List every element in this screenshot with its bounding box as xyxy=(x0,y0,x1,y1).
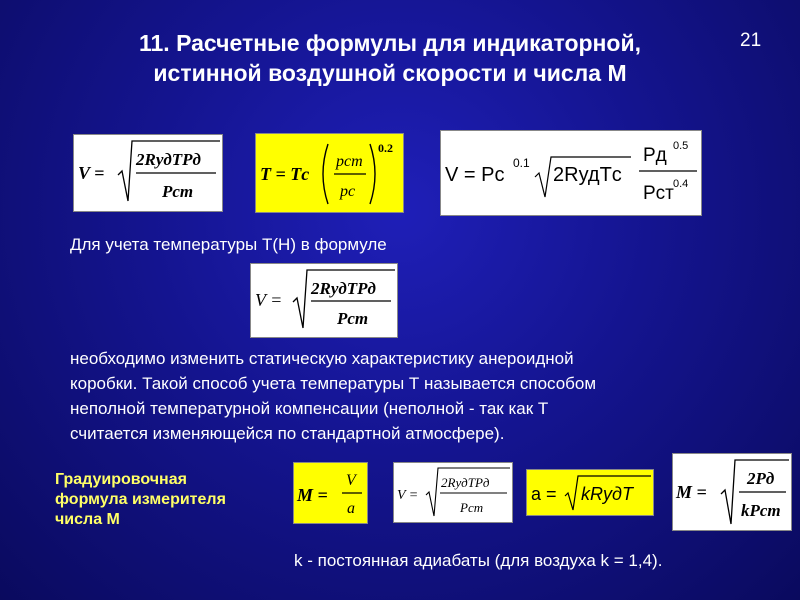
adiabatic-footnote: k - постоянная адиабаты (для воздуха k = 1,4). xyxy=(294,551,663,570)
formula-lhs: a = xyxy=(531,484,557,504)
formula-denominator: Pст xyxy=(337,309,369,328)
formula-indicated-speed xyxy=(73,134,223,212)
slide-title xyxy=(70,28,710,88)
formula-speed-small xyxy=(393,462,513,523)
formula-radicand: 2RудTс xyxy=(553,164,622,186)
formula-lhs: V = xyxy=(78,163,105,183)
formula-lhs: V = xyxy=(255,290,283,310)
formula-numerator: V xyxy=(346,472,356,489)
slide-number: 21 xyxy=(740,30,762,51)
mach-formula-label xyxy=(55,470,226,530)
paragraph-line-3: неполной температурной компенсации (неполной - так как Т xyxy=(70,399,549,418)
formula-den-exponent: 0.4 xyxy=(673,178,689,190)
formula-indicated-speed-repeat xyxy=(250,263,398,338)
label-line-3: числа М xyxy=(55,511,120,528)
formula-denominator: Pст xyxy=(162,182,194,201)
formula-temperature xyxy=(255,133,404,213)
right-paren xyxy=(370,144,375,204)
formula-radicand: kRудT xyxy=(581,484,633,504)
formula-lhs: V = xyxy=(397,488,419,503)
paragraph-line-2: коробки. Такой способ учета температуры Т называется способом xyxy=(70,374,597,393)
temperature-intro: Для учета температуры Т(Н) в формуле xyxy=(70,235,387,254)
formula-denominator: a xyxy=(347,500,355,517)
formula-sound-speed xyxy=(526,469,654,516)
formula-numerator: 2RудTPд xyxy=(441,475,490,490)
label-line-1: Градуировочная xyxy=(55,471,187,488)
compensation-paragraph xyxy=(70,346,790,446)
formula-lhs: M = xyxy=(297,485,328,505)
formula-numerator: 2RудTPд xyxy=(136,150,201,169)
left-paren xyxy=(323,144,328,204)
formula-lhs: M = xyxy=(676,482,707,502)
formula-denominator: Pст xyxy=(460,500,484,515)
label-line-2: формула измерителя xyxy=(55,491,226,508)
formula-lhs: V = Pс xyxy=(445,164,505,186)
formula-numerator: Pд xyxy=(643,145,667,166)
formula-true-speed xyxy=(440,130,702,216)
title-line-1: 11. Расчетные формулы для индикаторной, xyxy=(138,30,642,56)
formula-exponent: 0.2 xyxy=(378,141,393,155)
formula-numerator: 2RудTPд xyxy=(311,279,376,298)
formula-numerator: 2Pд xyxy=(747,469,775,488)
paragraph-line-4: считается изменяющейся по стандартной атмосфере). xyxy=(70,424,505,443)
formula-denominator: Pст xyxy=(643,183,674,204)
formula-mach-pressure xyxy=(672,453,792,531)
formula-exponent-1: 0.1 xyxy=(513,156,530,170)
formula-denominator: kPст xyxy=(741,501,781,520)
formula-lhs: T = Tс xyxy=(260,164,310,184)
title-line-2: истинной воздушной скорости и числа М xyxy=(153,60,627,86)
paragraph-line-1: необходимо изменить статическую характеристику анероидной xyxy=(70,349,574,368)
formula-mach-ratio xyxy=(293,462,368,524)
formula-numerator: pст xyxy=(336,153,363,170)
formula-denominator: pс xyxy=(340,183,356,200)
formula-num-exponent: 0.5 xyxy=(673,140,689,152)
